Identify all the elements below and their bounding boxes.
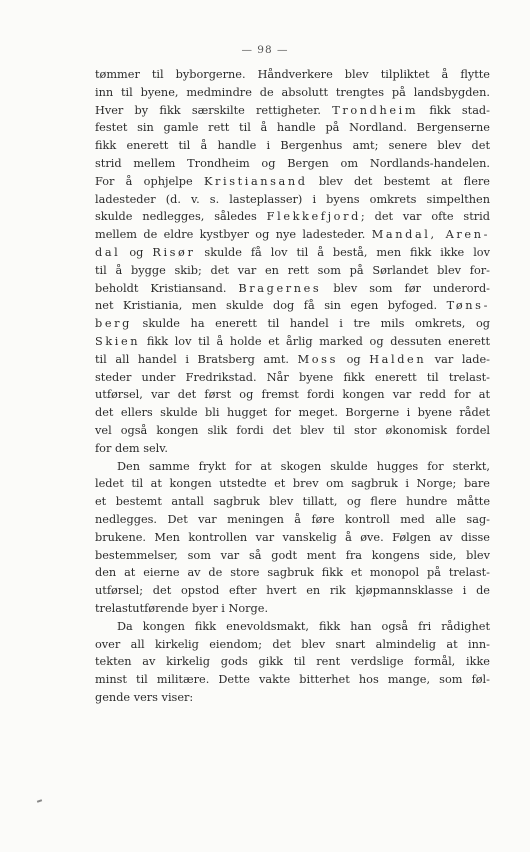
text-segment: Hver by fikk særskilte rettigheter. — [95, 103, 333, 117]
text-line — [95, 315, 490, 333]
text-segment: skulde ha enerett til handel i tre mils omkrets, og — [131, 317, 490, 331]
text-segment: tømmer til byborgerne. Håndverkere blev tilpliktet å flytte — [95, 68, 490, 81]
text-segment: til all handel i Bratsberg amt. — [95, 352, 298, 366]
text-segment: gende vers viser: — [95, 690, 194, 704]
text-line — [95, 297, 490, 315]
page-number: — 98 — — [241, 44, 289, 56]
spaced-place-name: Risør — [152, 245, 196, 259]
text-segment: for dem selv. — [95, 441, 168, 455]
text-segment: ; det var ofte strid — [360, 210, 491, 224]
text-segment: skulde nedlegges, således — [95, 210, 267, 224]
text-segment: steder under Fredrikstad. Når byene fikk enerett til trelast- — [95, 370, 490, 384]
spaced-place-name: Flekkefjord — [266, 210, 361, 224]
spaced-place-name: berg — [95, 317, 132, 331]
text-segment: beholdt Kristiansand. — [95, 281, 239, 295]
text-segment: vel også kongen slik fordi det blev til stor økonomisk fordel — [95, 423, 490, 437]
text-segment: net Kristiania, men skulde dog få sin egen byfoged. — [95, 299, 447, 313]
spaced-place-name: Skien — [95, 334, 141, 348]
text-line — [95, 262, 490, 280]
text-line — [95, 66, 490, 84]
text-segment: blev det bestemt at flere — [307, 174, 490, 188]
paper-speck — [37, 799, 42, 803]
text-line — [95, 208, 490, 226]
text-line — [95, 458, 490, 476]
text-segment: fikk lov til å holde et årlig marked og dessuten enerett — [140, 334, 490, 348]
text-line — [95, 386, 490, 404]
text-segment: For å ophjelpe — [95, 174, 204, 188]
text-line — [95, 226, 490, 244]
text-segment: og — [120, 245, 153, 259]
text-segment: til å bygge skib; det var en rett som på Sørlandet blev for- — [95, 263, 490, 277]
text-segment: fikk enerett til å handle i Bergenhus amt; senere blev det — [95, 139, 490, 153]
text-line — [95, 475, 490, 493]
spaced-place-name: Trondheim — [332, 103, 419, 117]
text-line — [95, 582, 490, 600]
text-line — [95, 422, 490, 440]
text-segment: utførsel; det opstod efter hvert en rik kjøpmannsklasse i de — [95, 584, 490, 598]
text-line — [95, 511, 490, 529]
text-line — [95, 404, 490, 422]
text-line — [95, 351, 490, 369]
text-segment: fikk stad- — [418, 103, 490, 117]
spaced-place-name: Moss — [297, 352, 338, 366]
text-segment: festet sin gamle rett til å handle på Nordland. Bergenserne — [95, 121, 490, 135]
text-line — [95, 671, 490, 689]
spaced-place-name: Kristiansand — [203, 174, 308, 188]
text-segment: utførsel, var det først og fremst fordi kongen var redd for at — [95, 388, 490, 402]
text-segment: ladesteder (d. v. s. lasteplasser) i byens omkrets simpelthen — [95, 192, 490, 206]
text-line — [95, 84, 490, 102]
text-line — [95, 547, 490, 565]
text-segment: trelastutførende byer i Norge. — [95, 601, 269, 615]
text-segment: mellem de eldre kystbyer og nye ladesteder. — [95, 228, 372, 242]
text-line — [95, 653, 490, 671]
text-segment: blev som før underord- — [321, 281, 490, 295]
text-line — [95, 600, 490, 618]
text-segment: og — [337, 352, 370, 366]
text-segment: den at eierne av de store sagbruk fikk et monopol på trelast- — [95, 566, 490, 580]
text-line — [95, 440, 490, 458]
text-line — [95, 369, 490, 387]
text-segment: ledet til at kongen utstedte et brev om sagbruk i Norge; bare — [95, 477, 490, 491]
text-line — [95, 102, 490, 120]
text-segment: skulde få lov til å bestå, men fikk ikke lov — [195, 245, 490, 259]
text-segment: bestemmelser, som var så godt ment fra kongens side, blev — [95, 548, 490, 562]
text-line — [95, 636, 490, 654]
text-line — [95, 689, 490, 707]
text-line — [95, 137, 490, 155]
text-segment: inn til byene, medmindre de absolutt trengtes på landsbygden. — [95, 85, 490, 99]
text-segment: tekten av kirkelig gods gikk til rent verdslige formål, ikke — [95, 655, 490, 669]
text-line — [95, 173, 490, 191]
text-segment: strid mellem Trondheim og Bergen om Nordlands-handelen. — [95, 156, 490, 170]
spaced-place-name: Halden — [369, 352, 427, 366]
text-line — [95, 493, 490, 511]
spaced-place-name: Bragernes — [238, 281, 322, 295]
text-line — [95, 191, 490, 209]
text-segment: brukene. Men kontrollen var vanskelig å øve. Følgen av disse — [95, 530, 490, 544]
text-segment: var lade- — [426, 352, 490, 366]
spaced-place-name: Tøns- — [446, 299, 490, 313]
text-line — [95, 529, 490, 547]
text-segment: over all kirkelig eiendom; det blev snart almindelig at inn- — [95, 637, 490, 651]
text-line — [95, 280, 490, 298]
text-segment: Den samme frykt for at skogen skulde hugges for sterkt, — [117, 459, 490, 473]
text-segment: minst til militære. Dette vakte bitterhet hos mange, som føl- — [95, 673, 490, 687]
text-segment: et bestemt antall sagbruk blev tillatt, og flere hundre måtte — [95, 495, 490, 509]
text-segment: det ellers skulde bli hugget for meget. Borgerne i byene rådet — [95, 406, 490, 420]
spaced-place-name: Mandal, Aren- — [371, 228, 490, 242]
text-line — [95, 119, 490, 137]
text-line — [95, 564, 490, 582]
text-line — [95, 618, 490, 636]
text-segment: Da kongen fikk enevoldsmakt, fikk han også fri rådighet — [117, 619, 490, 633]
text-line — [95, 155, 490, 173]
spaced-place-name: dal — [95, 245, 121, 259]
text-segment: nedlegges. Det var meningen å føre kontroll med alle sag- — [95, 512, 490, 526]
body-text — [95, 66, 490, 707]
text-line — [95, 244, 490, 262]
text-line — [95, 333, 490, 351]
